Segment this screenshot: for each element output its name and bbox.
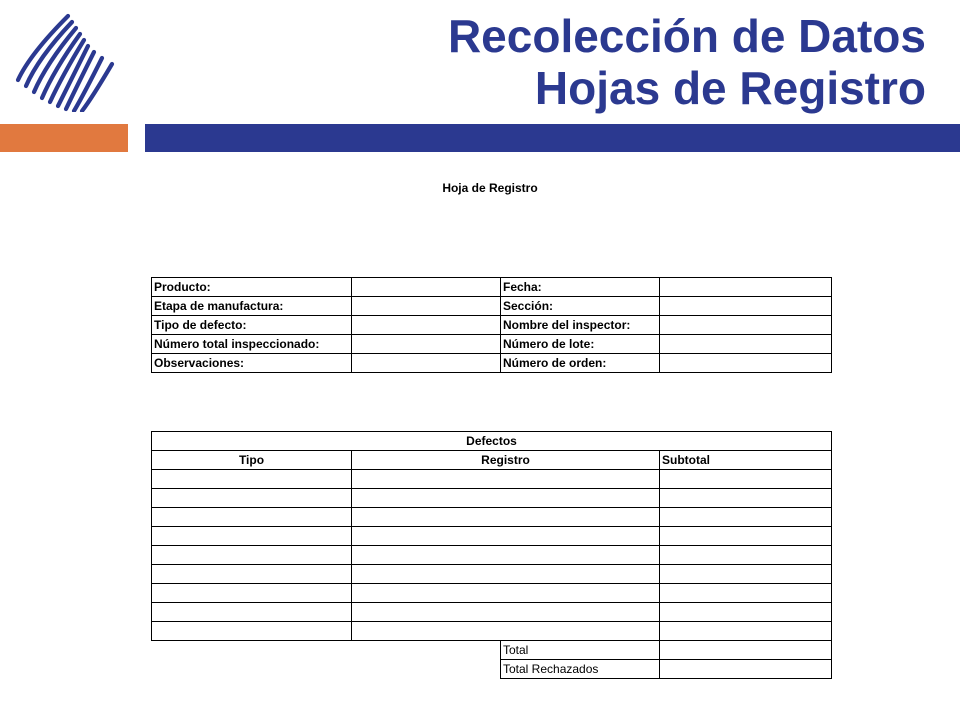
info-value-tipo-defecto[interactable] — [352, 316, 501, 335]
info-row-observaciones — [152, 354, 832, 373]
defect-row — [152, 584, 832, 603]
defect-row — [152, 565, 832, 584]
defect-tipo-cell[interactable] — [152, 546, 352, 565]
info-row-tipo-defecto — [152, 316, 832, 335]
defect-row — [152, 546, 832, 565]
info-label-observaciones: Observaciones: — [152, 354, 352, 373]
info-value-producto[interactable] — [352, 278, 501, 297]
defects-title: Defectos — [152, 432, 832, 451]
info-value-lote[interactable] — [660, 335, 832, 354]
defect-registro-cell[interactable] — [352, 546, 660, 565]
defect-tipo-cell[interactable] — [152, 489, 352, 508]
defect-tipo-cell[interactable] — [152, 565, 352, 584]
info-value-fecha[interactable] — [660, 278, 832, 297]
defect-subtotal-cell[interactable] — [660, 584, 832, 603]
defect-row — [152, 508, 832, 527]
defect-subtotal-cell[interactable] — [660, 622, 832, 641]
defect-tipo-cell[interactable] — [152, 622, 352, 641]
sheet-title: Hoja de Registro — [442, 181, 538, 195]
wave-logo-icon — [10, 12, 122, 112]
defect-registro-cell[interactable] — [352, 565, 660, 584]
info-table — [151, 277, 832, 373]
info-label-fecha: Fecha: — [501, 278, 660, 297]
defect-tipo-cell[interactable] — [152, 508, 352, 527]
accent-bar-blue — [145, 124, 960, 152]
defects-header-registro: Registro — [352, 451, 660, 470]
defects-title-row — [152, 432, 832, 451]
defects-header-row — [152, 451, 832, 470]
slide-title-line2: Hojas de Registro — [534, 62, 926, 114]
info-value-observaciones[interactable] — [352, 354, 501, 373]
info-value-etapa[interactable] — [352, 297, 501, 316]
defect-registro-cell[interactable] — [352, 470, 660, 489]
defect-subtotal-cell[interactable] — [660, 470, 832, 489]
total-rechazados-row — [152, 660, 832, 679]
info-row-total-inspeccionado — [152, 335, 832, 354]
info-label-etapa: Etapa de manufactura: — [152, 297, 352, 316]
defects-header-tipo: Tipo — [152, 451, 352, 470]
info-label-seccion: Sección: — [501, 297, 660, 316]
defect-tipo-cell[interactable] — [152, 527, 352, 546]
info-label-tipo-defecto: Tipo de defecto: — [152, 316, 352, 335]
info-value-orden[interactable] — [660, 354, 832, 373]
defect-row — [152, 489, 832, 508]
defect-subtotal-cell[interactable] — [660, 603, 832, 622]
slide-title — [448, 10, 926, 114]
defect-registro-cell[interactable] — [352, 603, 660, 622]
info-row-producto — [152, 278, 832, 297]
info-value-inspector[interactable] — [660, 316, 832, 335]
defect-subtotal-cell[interactable] — [660, 489, 832, 508]
total-value[interactable] — [660, 641, 832, 660]
defect-registro-cell[interactable] — [352, 584, 660, 603]
info-value-total-inspeccionado[interactable] — [352, 335, 501, 354]
defects-header-subtotal: Subtotal — [660, 451, 832, 470]
defect-registro-cell[interactable] — [352, 622, 660, 641]
slide-title-line1: Recolección de Datos — [447, 10, 926, 62]
defect-subtotal-cell[interactable] — [660, 546, 832, 565]
blank-cell — [152, 641, 501, 660]
defect-tipo-cell[interactable] — [152, 470, 352, 489]
info-value-seccion[interactable] — [660, 297, 832, 316]
total-row — [152, 641, 832, 660]
info-row-etapa — [152, 297, 832, 316]
defect-row — [152, 603, 832, 622]
defect-row — [152, 622, 832, 641]
defect-row — [152, 527, 832, 546]
accent-bar-orange — [0, 124, 128, 152]
defect-tipo-cell[interactable] — [152, 584, 352, 603]
defect-registro-cell[interactable] — [352, 527, 660, 546]
info-label-producto: Producto: — [152, 278, 352, 297]
defect-subtotal-cell[interactable] — [660, 508, 832, 527]
defects-table — [151, 431, 832, 679]
total-rechazados-label: Total Rechazados — [501, 660, 660, 679]
info-label-lote: Número de lote: — [501, 335, 660, 354]
defect-registro-cell[interactable] — [352, 489, 660, 508]
defect-tipo-cell[interactable] — [152, 603, 352, 622]
info-label-orden: Número de orden: — [501, 354, 660, 373]
info-label-total-inspeccionado: Número total inspeccionado: — [152, 335, 352, 354]
defect-registro-cell[interactable] — [352, 508, 660, 527]
defect-row — [152, 470, 832, 489]
defect-subtotal-cell[interactable] — [660, 527, 832, 546]
total-label: Total — [501, 641, 660, 660]
blank-cell — [152, 660, 501, 679]
info-label-inspector: Nombre del inspector: — [501, 316, 660, 335]
total-rechazados-value[interactable] — [660, 660, 832, 679]
defect-subtotal-cell[interactable] — [660, 565, 832, 584]
